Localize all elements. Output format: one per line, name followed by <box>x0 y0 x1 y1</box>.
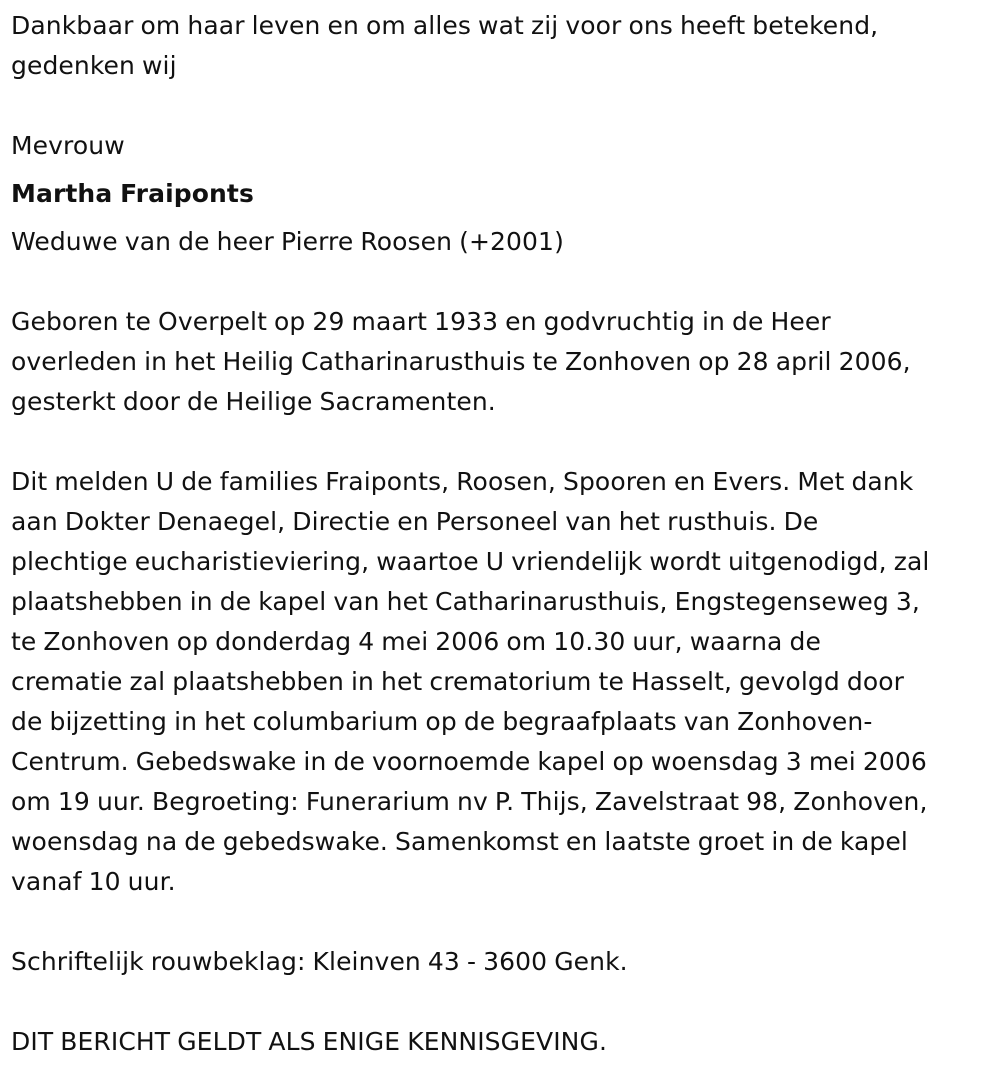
salutation: Mevrouw <box>11 131 125 160</box>
announcement-line: Centrum. Gebedswake in de voornoemde kapel op woensdag 3 mei 2006 <box>11 747 927 776</box>
condolence-address: Schriftelijk rouwbeklag: Kleinven 43 - 3600 Genk. <box>11 947 628 976</box>
intro-line-2: gedenken wij <box>11 51 177 80</box>
deceased-name: Martha Fraiponts <box>11 179 254 208</box>
announcement-line: om 19 uur. Begroeting: Funerarium nv P. Thijs, Zavelstraat 98, Zonhoven, <box>11 787 928 816</box>
announcement-line: de bijzetting in het columbarium op de begraafplaats van Zonhoven- <box>11 707 873 736</box>
birth-line-1: Geboren te Overpelt op 29 maart 1933 en godvruchtig in de Heer <box>11 307 831 336</box>
announcement-line: vanaf 10 uur. <box>11 867 176 896</box>
announcement-line: aan Dokter Denaegel, Directie en Personeel van het rusthuis. De <box>11 507 819 536</box>
announcement-line: plechtige eucharistieviering, waartoe U vriendelijk wordt uitgenodigd, zal <box>11 547 930 576</box>
widow-of-line: Weduwe van de heer Pierre Roosen (+2001) <box>11 227 564 256</box>
intro-line-1: Dankbaar om haar leven en om alles wat zij voor ons heeft betekend, <box>11 11 879 40</box>
announcement-line: plaatshebben in de kapel van het Catharinarusthuis, Engstegenseweg 3, <box>11 587 920 616</box>
birth-line-3: gesterkt door de Heilige Sacramenten. <box>11 387 496 416</box>
announcement-line: Dit melden U de families Fraiponts, Roosen, Spooren en Evers. Met dank <box>11 467 914 496</box>
birth-line-2: overleden in het Heilig Catharinarusthuis te Zonhoven op 28 april 2006, <box>11 347 911 376</box>
announcement-line: crematie zal plaatshebben in het crematorium te Hasselt, gevolgd door <box>11 667 904 696</box>
announcement-line: woensdag na de gebedswake. Samenkomst en laatste groet in de kapel <box>11 827 908 856</box>
announcement-line: te Zonhoven op donderdag 4 mei 2006 om 10.30 uur, waarna de <box>11 627 821 656</box>
sole-notice: DIT BERICHT GELDT ALS ENIGE KENNISGEVING. <box>11 1027 607 1056</box>
